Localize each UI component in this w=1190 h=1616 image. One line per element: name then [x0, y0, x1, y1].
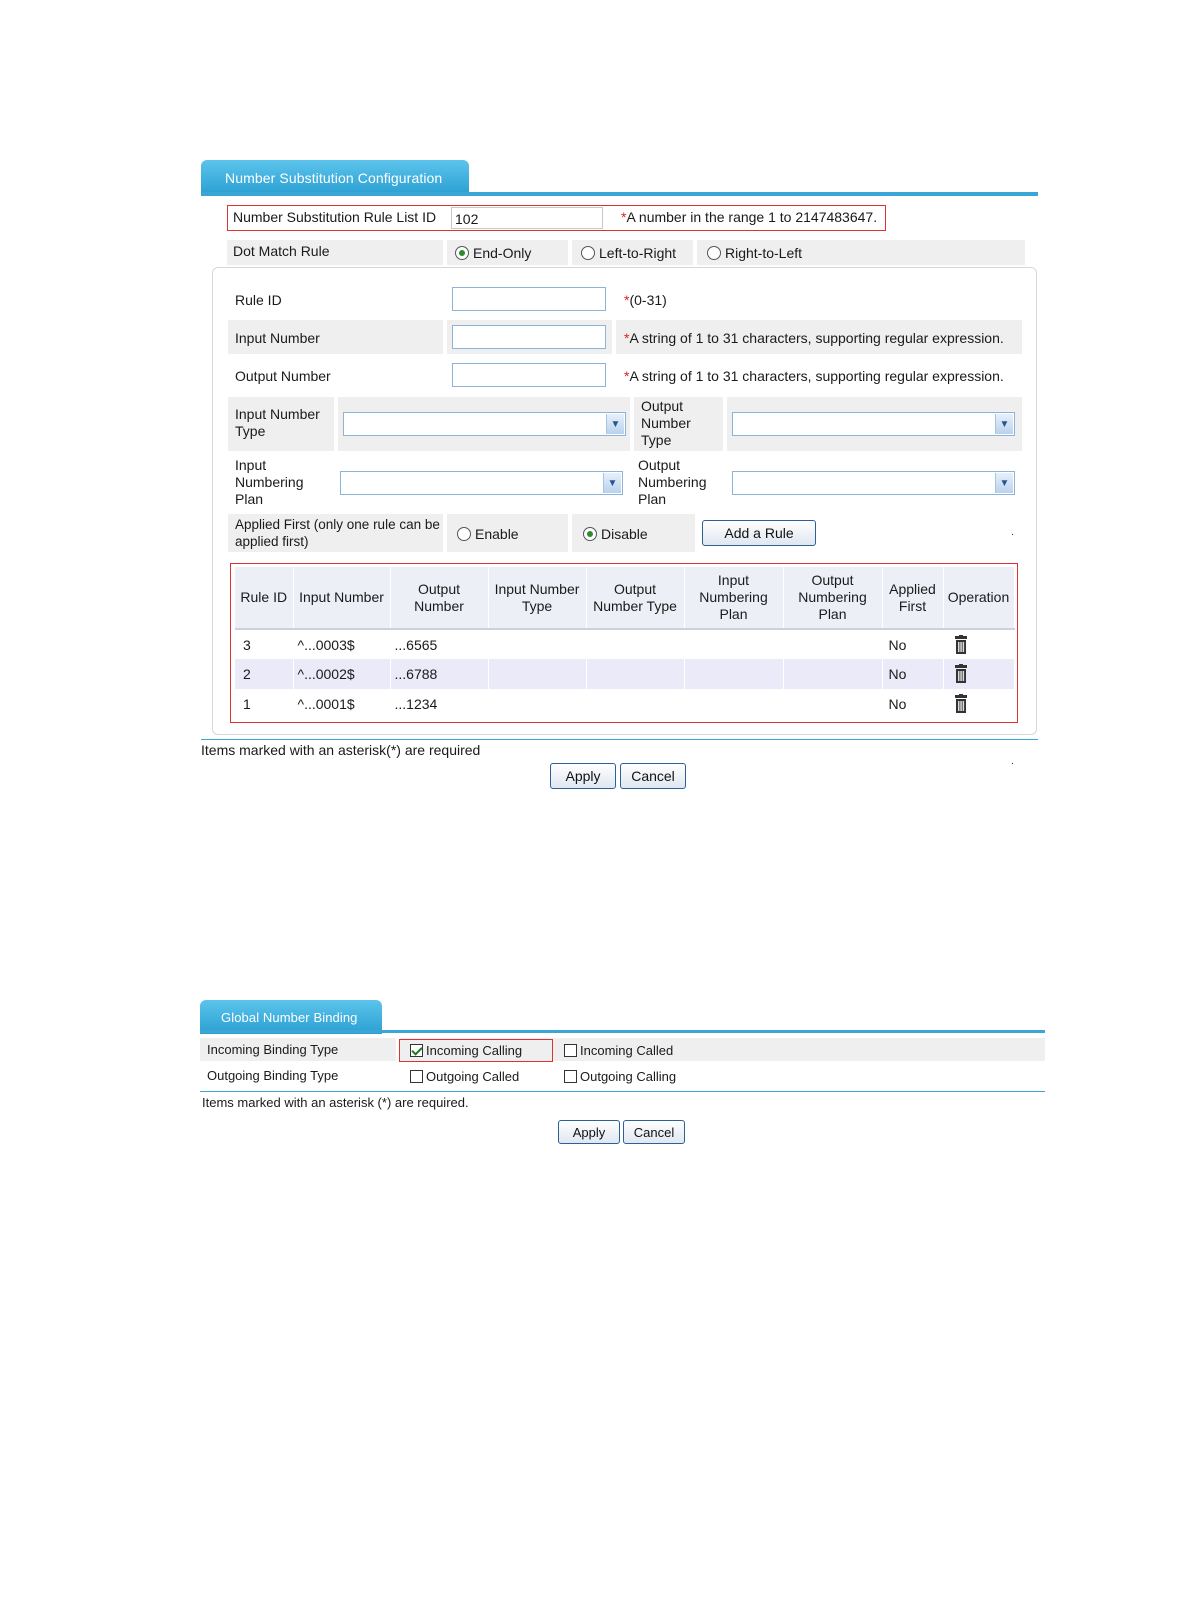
binding-apply-button[interactable]: Apply — [558, 1120, 620, 1144]
operation-cell — [943, 689, 1014, 719]
tab-title: Number Substitution Configuration — [225, 169, 443, 186]
checkbox[interactable] — [564, 1044, 577, 1057]
table-row: 2 ^...0002$ ...6788 No — [235, 659, 1014, 689]
input-number-label: Input Number — [235, 330, 320, 346]
required-note: Items marked with an asterisk(*) are required — [201, 742, 481, 758]
col-rule-id: Rule ID — [235, 567, 293, 629]
radio-dot[interactable] — [583, 527, 597, 541]
checkbox-outgoing-calling[interactable]: Outgoing Calling — [564, 1069, 676, 1084]
radio-dot[interactable] — [707, 246, 721, 260]
binding-required-note: Items marked with an asterisk (*) are required. — [202, 1095, 469, 1110]
rule-id-input[interactable] — [452, 287, 606, 311]
chevron-down-icon[interactable]: ▼ — [995, 473, 1013, 493]
radio-left-to-right[interactable]: Left-to-Right — [581, 245, 676, 261]
divider — [201, 739, 1038, 740]
tab-underline — [200, 1030, 1045, 1033]
apply-button[interactable]: Apply — [550, 763, 616, 789]
tab-underline — [201, 192, 1038, 196]
output-number-label: Output Number — [235, 368, 331, 384]
radio-right-to-left[interactable]: Right-to-Left — [707, 245, 802, 261]
checkbox-incoming-called[interactable]: Incoming Called — [564, 1043, 673, 1058]
operation-cell — [943, 629, 1014, 659]
table-header-row — [235, 567, 1014, 629]
input-numbering-plan-select[interactable] — [340, 471, 623, 495]
output-numbering-plan-select[interactable] — [732, 471, 1015, 495]
applied-first-label: Applied First (only one rule can be applied first) — [235, 517, 440, 549]
output-number-type-label: Output Number Type — [641, 398, 691, 448]
output-number-hint: *A string of 1 to 31 characters, supporting regular expression. — [624, 368, 1004, 384]
delete-icon[interactable] — [954, 664, 968, 684]
rule-id-hint: *(0-31) — [624, 292, 667, 308]
output-number-type-select[interactable] — [732, 412, 1015, 436]
radio-dot[interactable] — [457, 527, 471, 541]
incoming-binding-label: Incoming Binding Type — [207, 1042, 339, 1057]
checkbox[interactable] — [410, 1044, 423, 1057]
cancel-button[interactable]: Cancel — [620, 763, 686, 789]
chevron-down-icon[interactable]: ▼ — [603, 473, 621, 493]
col-output-number-type: Output Number Type — [586, 567, 684, 629]
tab-title: Global Number Binding — [221, 1009, 358, 1025]
input-number-input[interactable] — [452, 325, 606, 349]
chevron-down-icon[interactable]: ▼ — [995, 414, 1013, 434]
input-number-type-select[interactable] — [343, 412, 626, 436]
radio-end-only[interactable]: End-Only — [455, 245, 531, 261]
col-input-number: Input Number — [293, 567, 390, 629]
delete-icon[interactable] — [954, 694, 968, 714]
radio-dot[interactable] — [455, 246, 469, 260]
tab-global-number-binding[interactable] — [200, 1000, 382, 1034]
checkbox[interactable] — [410, 1070, 423, 1083]
list-id-label: Number Substitution Rule List ID — [233, 209, 437, 225]
add-rule-button[interactable]: Add a Rule — [702, 520, 816, 546]
output-numbering-plan-label: Output Numbering Plan — [638, 457, 707, 507]
tab-number-substitution[interactable] — [201, 160, 469, 195]
input-number-hint: *A string of 1 to 31 characters, supporting regular expression. — [624, 330, 1004, 346]
table-row: 1 ^...0001$ ...1234 No — [235, 689, 1014, 719]
checkbox-outgoing-called[interactable]: Outgoing Called — [410, 1069, 519, 1084]
stray-dot: . — [1011, 756, 1014, 767]
operation-cell — [943, 659, 1014, 689]
col-input-numbering-plan: Input Numbering Plan — [684, 567, 783, 629]
list-id-hint: *A number in the range 1 to 2147483647. — [621, 209, 878, 225]
input-number-type-label: Input Number Type — [235, 406, 320, 439]
checkbox-incoming-calling[interactable]: Incoming Calling — [410, 1043, 522, 1058]
rule-id-label: Rule ID — [235, 292, 282, 308]
col-output-numbering-plan: Output Numbering Plan — [783, 567, 882, 629]
outgoing-binding-label: Outgoing Binding Type — [207, 1068, 339, 1083]
output-number-input[interactable] — [452, 363, 606, 387]
delete-icon[interactable] — [954, 635, 968, 655]
stray-dot: . — [1011, 527, 1014, 538]
col-input-number-type: Input Number Type — [488, 567, 586, 629]
table-row: 3 ^...0003$ ...6565 No — [235, 629, 1014, 659]
radio-disable[interactable]: Disable — [583, 526, 648, 542]
divider — [200, 1091, 1045, 1092]
radio-enable[interactable]: Enable — [457, 526, 519, 542]
col-output-number: Output Number — [390, 567, 488, 629]
list-id-input[interactable]: 102 — [451, 207, 603, 229]
chevron-down-icon[interactable]: ▼ — [606, 414, 624, 434]
checkbox[interactable] — [564, 1070, 577, 1083]
dot-match-label: Dot Match Rule — [233, 243, 330, 259]
col-operation: Operation — [943, 567, 1014, 629]
binding-cancel-button[interactable]: Cancel — [623, 1120, 685, 1144]
input-numbering-plan-label: Input Numbering Plan — [235, 457, 304, 507]
col-applied-first: Applied First — [882, 567, 943, 629]
rules-table — [235, 567, 1015, 719]
radio-dot[interactable] — [581, 246, 595, 260]
